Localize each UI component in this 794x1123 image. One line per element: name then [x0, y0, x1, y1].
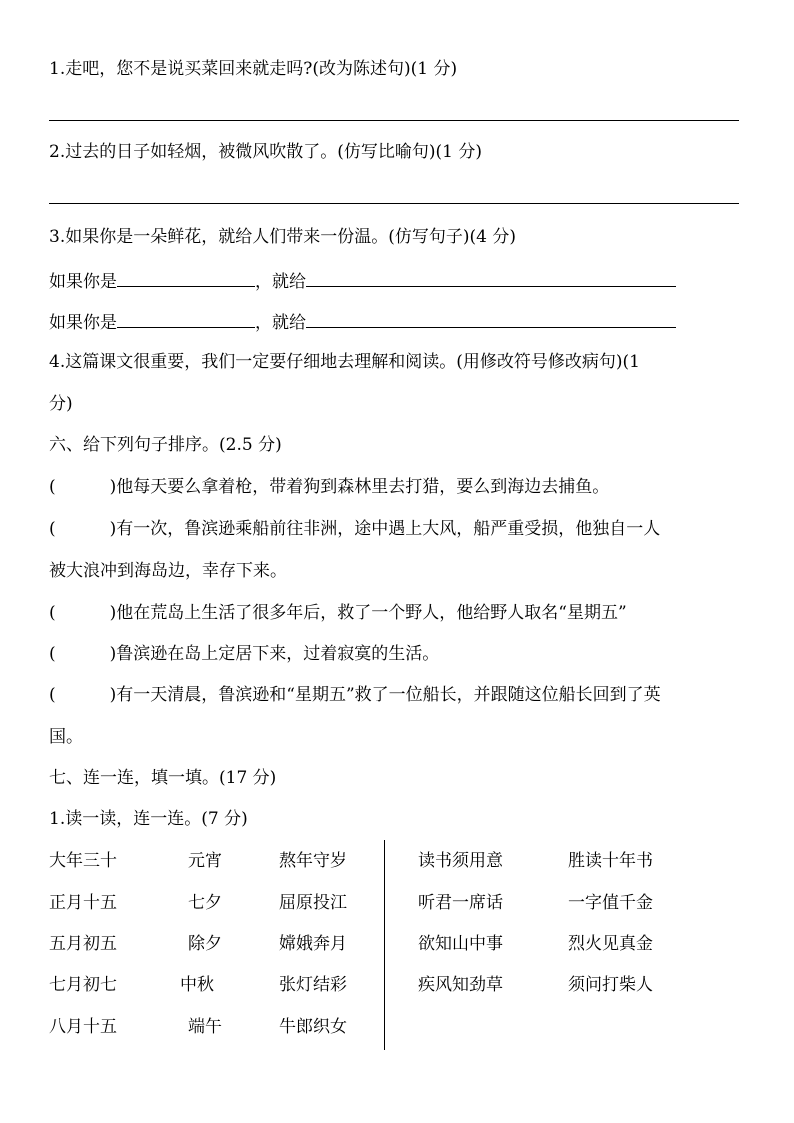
festival-item[interactable]: 除夕	[188, 934, 222, 954]
order-item-3	[49, 602, 627, 624]
question-4-line-2: 分)	[49, 394, 73, 414]
q3-mid: ，就给	[255, 272, 306, 292]
close-paren: )	[109, 519, 117, 539]
order-item-text: 有一天清晨，鲁滨逊和“星期五”救了一位船长，并跟随这位船长回到了英	[116, 685, 661, 705]
proverb-second-half[interactable]: 胜读十年书	[568, 851, 653, 871]
q3-fill-row-2	[49, 309, 676, 334]
q3-blank-b2[interactable]	[306, 309, 676, 328]
q3-mid: ，就给	[255, 313, 306, 333]
answer-line-1[interactable]	[49, 120, 739, 121]
proverb-first-half[interactable]: 疾风知劲草	[418, 975, 503, 995]
order-item-4	[49, 643, 439, 665]
proverb-second-half[interactable]: 须问打柴人	[568, 975, 653, 995]
proverb-first-half[interactable]: 欲知山中事	[418, 934, 503, 954]
order-item-2-cont: 被大浪冲到海岛边，幸存下来。	[49, 561, 287, 581]
answer-line-2[interactable]	[49, 203, 739, 204]
date-item[interactable]: 五月初五	[49, 934, 117, 954]
proverb-second-half[interactable]: 烈火见真金	[568, 934, 653, 954]
open-paren: (	[49, 519, 56, 539]
q3-prefix: 如果你是	[49, 272, 117, 292]
question-1: 1.走吧，您不是说买菜回来就走吗?(改为陈述句)(1 分)	[49, 59, 458, 79]
open-paren: (	[49, 603, 56, 623]
festival-item[interactable]: 端午	[188, 1017, 222, 1037]
date-item[interactable]: 七月初七	[49, 975, 117, 995]
custom-item[interactable]: 熬年守岁	[279, 851, 347, 871]
festival-item[interactable]: 中秋	[180, 975, 214, 995]
question-2: 2.过去的日子如轻烟，被微风吹散了。(仿写比喻句)(1 分)	[49, 142, 482, 162]
proverb-first-half[interactable]: 听君一席话	[418, 893, 503, 913]
custom-item[interactable]: 张灯结彩	[279, 975, 347, 995]
order-item-text: 鲁滨逊在岛上定居下来，过着寂寞的生活。	[116, 644, 440, 664]
q3-blank-b1[interactable]	[306, 268, 676, 287]
proverb-second-half[interactable]: 一字值千金	[568, 893, 653, 913]
close-paren: )	[109, 644, 117, 664]
close-paren: )	[109, 477, 117, 497]
order-item-2	[49, 518, 660, 540]
open-paren: (	[49, 644, 56, 664]
open-paren: (	[49, 477, 56, 497]
festival-item[interactable]: 元宵	[188, 851, 222, 871]
order-item-text: 他在荒岛上生活了很多年后，救了一个野人，他给野人取名“星期五”	[116, 603, 627, 623]
custom-item[interactable]: 牛郎织女	[279, 1017, 347, 1037]
question-4-line-1: 4.这篇课文很重要，我们一定要仔细地去理解和阅读。(用修改符号修改病句)(1	[49, 352, 640, 372]
festival-item[interactable]: 七夕	[188, 893, 222, 913]
section-7-sub-1: 1.读一读，连一连。(7 分)	[49, 809, 248, 829]
date-item[interactable]: 大年三十	[49, 851, 117, 871]
q3-fill-row-1	[49, 268, 676, 293]
order-item-text: 有一次，鲁滨逊乘船前往非洲，途中遇上大风，船严重受损，他独自一人	[116, 519, 661, 539]
order-item-text: 他每天要么拿着枪，带着狗到森林里去打猎，要么到海边去捕鱼。	[116, 477, 610, 497]
order-item-1	[49, 476, 609, 498]
open-paren: (	[49, 685, 56, 705]
proverb-first-half[interactable]: 读书须用意	[418, 851, 503, 871]
close-paren: )	[109, 685, 117, 705]
column-divider	[384, 840, 385, 1050]
date-item[interactable]: 八月十五	[49, 1017, 117, 1037]
custom-item[interactable]: 嫦娥奔月	[279, 934, 347, 954]
order-item-5	[49, 684, 661, 706]
close-paren: )	[109, 603, 117, 623]
custom-item[interactable]: 屈原投江	[279, 893, 347, 913]
q3-prefix: 如果你是	[49, 313, 117, 333]
q3-blank-a1[interactable]	[117, 268, 255, 287]
date-item[interactable]: 正月十五	[49, 893, 117, 913]
order-item-5-cont: 国。	[49, 727, 83, 747]
section-7-title: 七、连一连，填一填。(17 分)	[49, 768, 277, 788]
q3-blank-a2[interactable]	[117, 309, 255, 328]
section-6-title: 六、给下列句子排序。(2.5 分)	[49, 435, 282, 455]
question-3: 3.如果你是一朵鲜花，就给人们带来一份温。(仿写句子)(4 分)	[49, 227, 516, 247]
